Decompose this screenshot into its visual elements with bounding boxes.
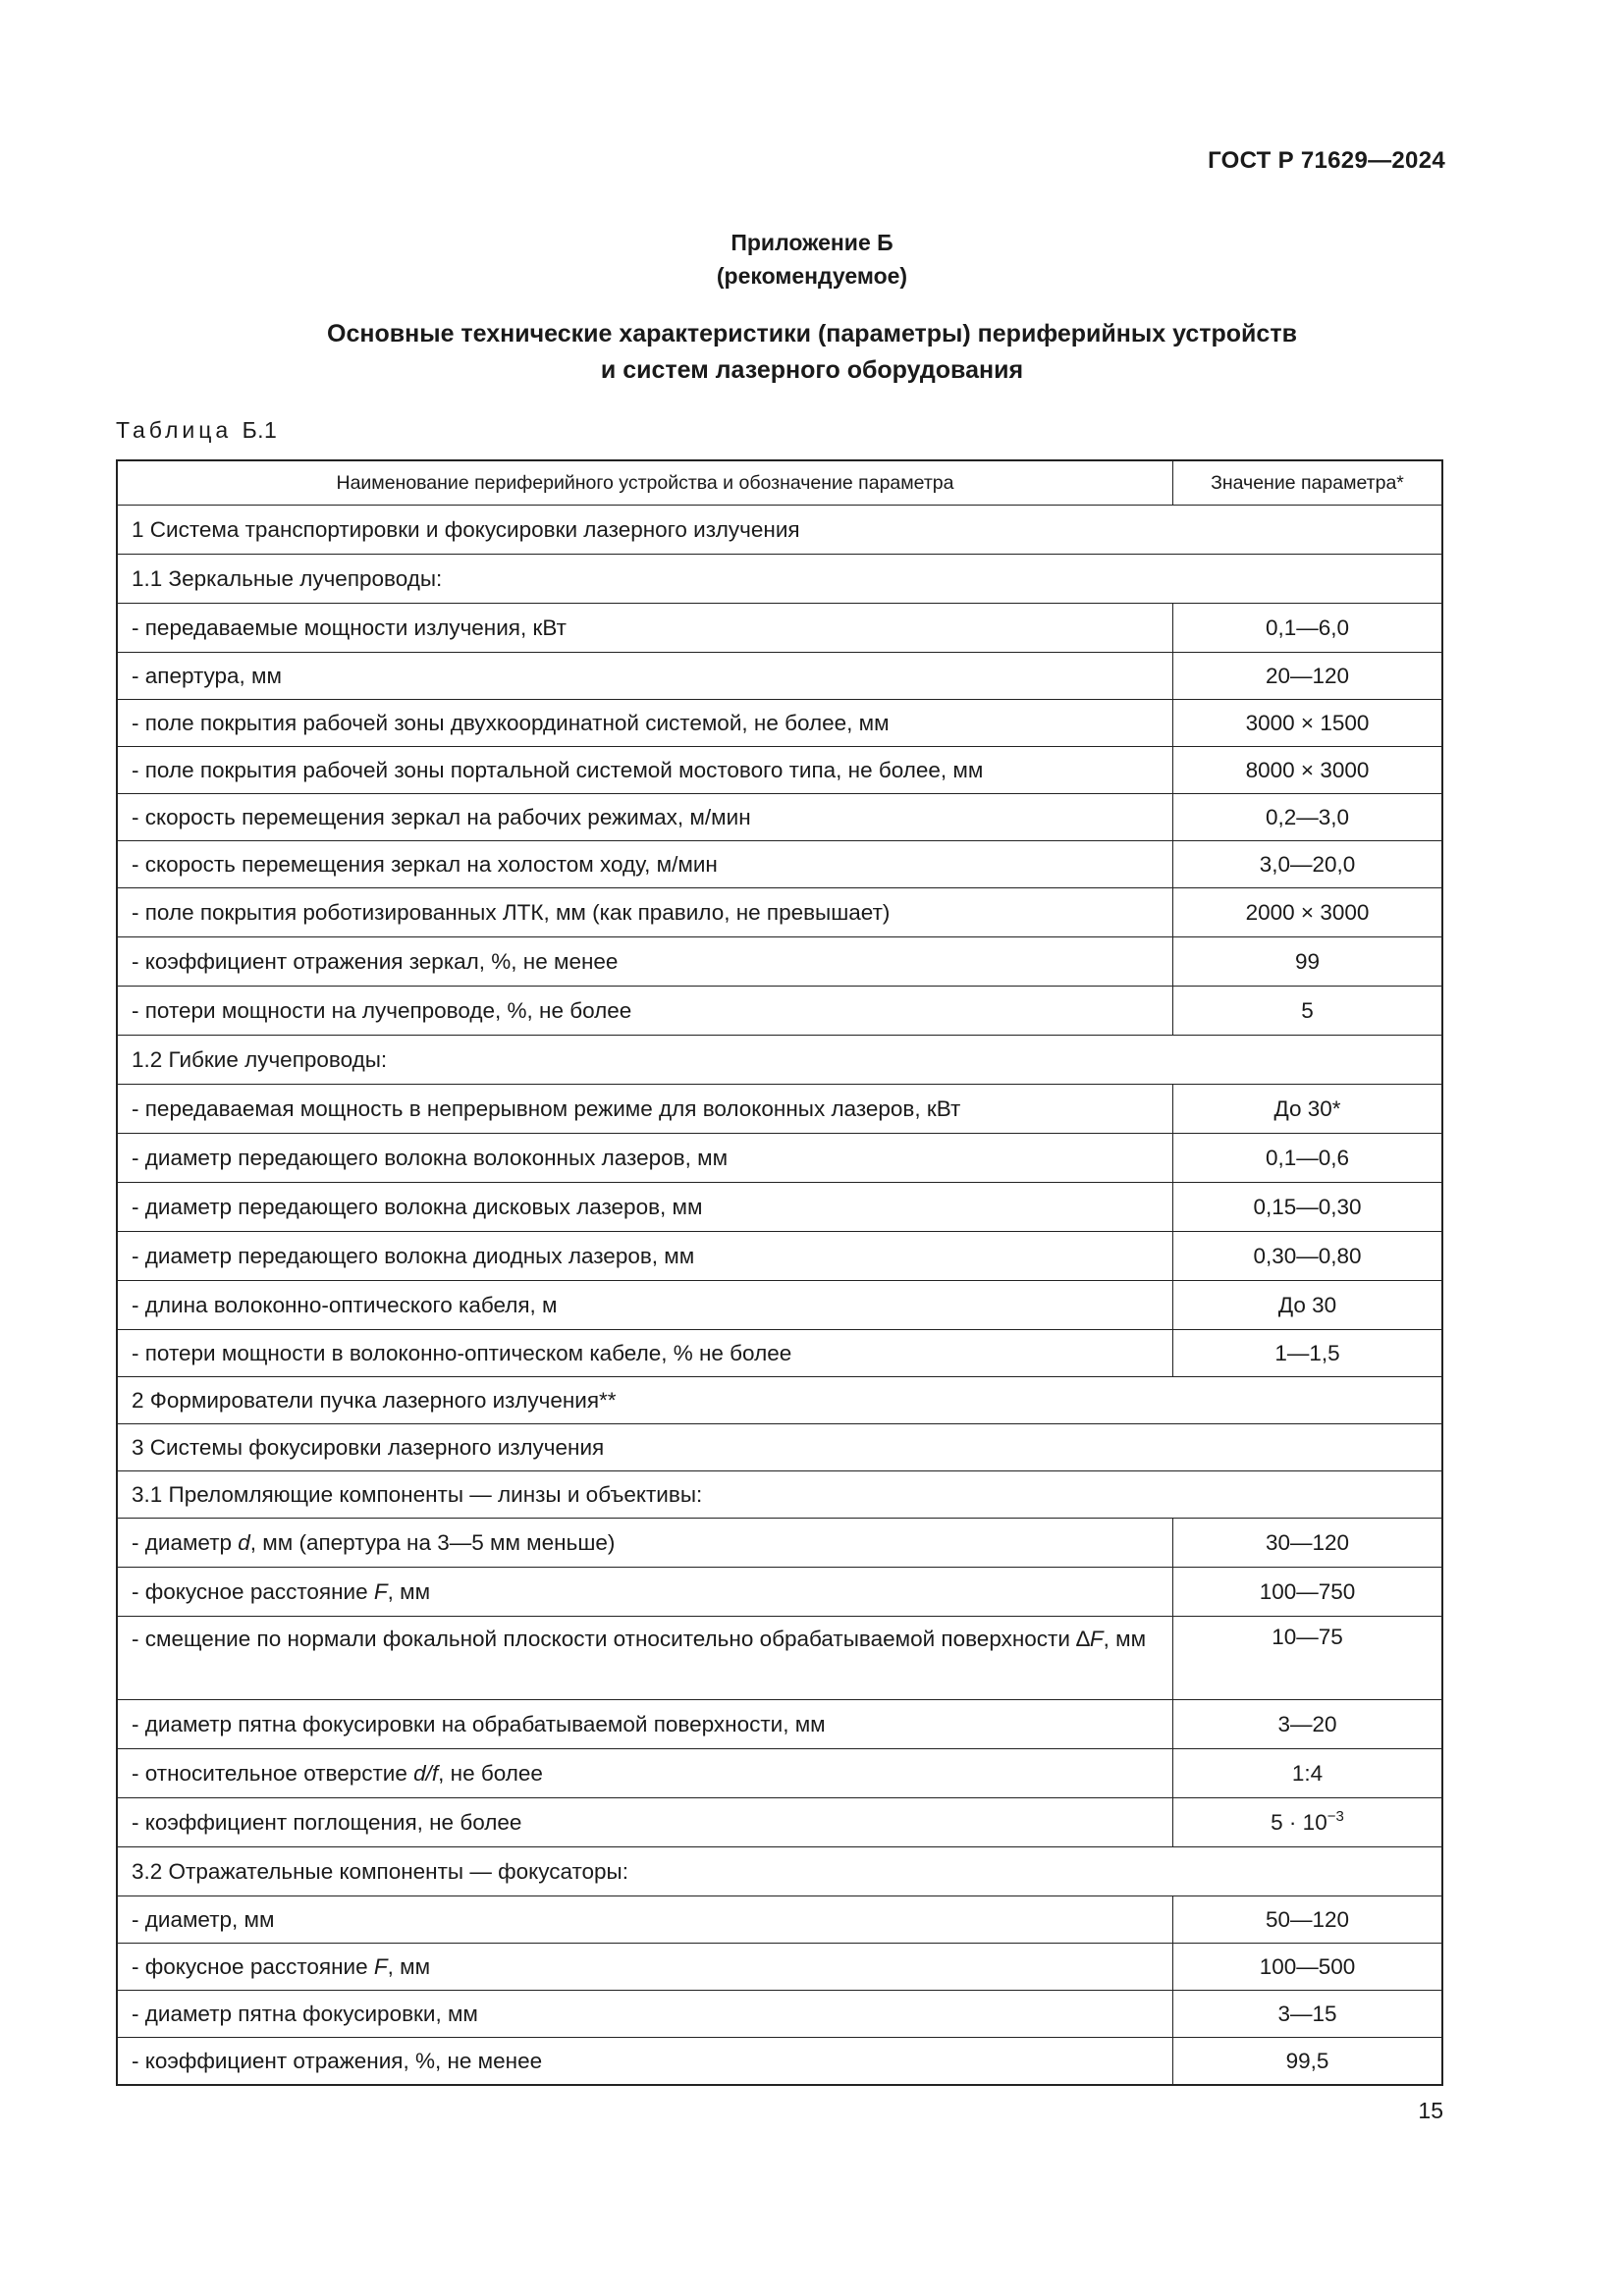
table-caption-number: Б.1 <box>242 417 278 443</box>
parameter-value: До 30 <box>1173 1281 1442 1330</box>
table-section-row <box>118 1036 1442 1085</box>
table-row <box>118 1944 1442 1991</box>
parameter-name: - передаваемая мощность в непрерывном режиме для волоконных лазеров, кВт <box>118 1085 1173 1134</box>
table-row <box>118 1749 1442 1798</box>
parameter-value: 0,2—3,0 <box>1173 794 1442 841</box>
parameter-name: - коэффициент отражения зеркал, %, не менее <box>118 937 1173 987</box>
table-section-row <box>118 1424 1442 1471</box>
table-row <box>118 987 1442 1036</box>
table-row <box>118 1232 1442 1281</box>
parameter-symbol: d/f <box>413 1760 439 1786</box>
parameter-name: - передаваемые мощности излучения, кВт <box>118 604 1173 653</box>
parameter-name: - поле покрытия рабочей зоны портальной системой мостового типа, не более, мм <box>118 747 1173 794</box>
parameter-name: - скорость перемещения зеркал на холостом ходу, м/мин <box>118 841 1173 888</box>
parameter-name <box>118 1568 1173 1617</box>
parameter-value: 30—120 <box>1173 1519 1442 1568</box>
parameter-symbol: F <box>1089 1627 1104 1651</box>
parameter-value: 3—20 <box>1173 1700 1442 1749</box>
parameter-name: - диаметр, мм <box>118 1896 1173 1944</box>
standard-code: ГОСТ Р 71629—2024 <box>1208 147 1445 174</box>
table-row <box>118 937 1442 987</box>
appendix-note: (рекомендуемое) <box>716 263 908 289</box>
parameter-value: 100—750 <box>1173 1568 1442 1617</box>
section-title: 1 Система транспортировки и фокусировки лазерного излучения <box>118 506 1442 555</box>
parameter-value: До 30* <box>1173 1085 1442 1134</box>
parameter-value: 99,5 <box>1173 2038 1442 2085</box>
parameter-name: - диаметр передающего волокна диодных лазеров, мм <box>118 1232 1173 1281</box>
table-row <box>118 1798 1442 1847</box>
parameter-value: 5 <box>1173 987 1442 1036</box>
parameter-name-text: , мм (апертура на 3—5 мм меньше) <box>249 1529 616 1555</box>
table-caption-word: Таблица <box>116 417 233 443</box>
table-caption <box>116 417 277 444</box>
parameter-name <box>118 1749 1173 1798</box>
parameter-symbol: F <box>373 1953 388 1979</box>
table-row <box>118 604 1442 653</box>
parameter-name <box>118 1617 1173 1700</box>
table-row <box>118 1568 1442 1617</box>
parameter-value: 3,0—20,0 <box>1173 841 1442 888</box>
parameter-name-text: - смещение по нормали фокальной плоскости относительно обрабатываемой поверхности ∆ <box>132 1627 1090 1651</box>
value-base: 5 · 10 <box>1271 1809 1327 1835</box>
parameter-value: 50—120 <box>1173 1896 1442 1944</box>
parameter-symbol: d <box>238 1529 250 1555</box>
parameter-name: - поле покрытия рабочей зоны двухкоординатной системой, не более, мм <box>118 700 1173 747</box>
table-row <box>118 1085 1442 1134</box>
table-row <box>118 1183 1442 1232</box>
parameter-name: - длина волоконно-оптического кабеля, м <box>118 1281 1173 1330</box>
table-row <box>118 841 1442 888</box>
page-number: 15 <box>1418 2098 1443 2123</box>
parameter-value: 10—75 <box>1173 1617 1442 1700</box>
section-title: 3 Системы фокусировки лазерного излучения <box>118 1424 1442 1471</box>
parameter-name-text: - фокусное расстояние <box>132 1953 374 1979</box>
parameter-name: - апертура, мм <box>118 653 1173 700</box>
table-row <box>118 653 1442 700</box>
table-header-row <box>118 461 1442 506</box>
table-row <box>118 1330 1442 1377</box>
table-row <box>118 1700 1442 1749</box>
parameter-value: 1:4 <box>1173 1749 1442 1798</box>
table-row <box>118 794 1442 841</box>
table-row <box>118 1519 1442 1568</box>
parameter-value: 3000 × 1500 <box>1173 700 1442 747</box>
appendix-title: Приложение Б <box>731 230 893 255</box>
section-title: 2 Формирователи пучка лазерного излучения** <box>118 1377 1442 1424</box>
parameter-value: 1—1,5 <box>1173 1330 1442 1377</box>
parameter-value: 100—500 <box>1173 1944 1442 1991</box>
appendix-heading <box>0 226 1624 293</box>
table-row <box>118 888 1442 937</box>
table-section-row <box>118 1471 1442 1519</box>
parameter-name: - диаметр передающего волокна дисковых лазеров, мм <box>118 1183 1173 1232</box>
section-title: 3.1 Преломляющие компоненты — линзы и объективы: <box>118 1471 1442 1519</box>
parameter-name-text: - диаметр <box>132 1529 239 1555</box>
parameter-name: - скорость перемещения зеркал на рабочих режимах, м/мин <box>118 794 1173 841</box>
parameter-name: - диаметр пятна фокусировки на обрабатываемой поверхности, мм <box>118 1700 1173 1749</box>
parameter-value: 2000 × 3000 <box>1173 888 1442 937</box>
section-title: 3.2 Отражательные компоненты — фокусаторы: <box>118 1847 1442 1896</box>
parameter-name-text: - относительное отверстие <box>132 1760 414 1786</box>
table-row <box>118 1991 1442 2038</box>
parameter-name-text: , мм <box>1103 1627 1147 1651</box>
document-title-line-1: Основные технические характеристики (параметры) периферийных устройств <box>327 320 1297 347</box>
table-section-row <box>118 506 1442 555</box>
table-row <box>118 747 1442 794</box>
parameter-name: - коэффициент поглощения, не более <box>118 1798 1173 1847</box>
parameter-name-text: - фокусное расстояние <box>132 1578 374 1604</box>
parameter-value: 0,1—6,0 <box>1173 604 1442 653</box>
parameter-name <box>118 1519 1173 1568</box>
parameter-value: 0,1—0,6 <box>1173 1134 1442 1183</box>
parameter-value <box>1173 1798 1442 1847</box>
section-title: 1.2 Гибкие лучепроводы: <box>118 1036 1442 1085</box>
table-row <box>118 1281 1442 1330</box>
parameter-value: 0,30—0,80 <box>1173 1232 1442 1281</box>
parameter-value: 0,15—0,30 <box>1173 1183 1442 1232</box>
parameter-value: 99 <box>1173 937 1442 987</box>
parameter-name: - диаметр пятна фокусировки, мм <box>118 1991 1173 2038</box>
document-title <box>0 316 1624 389</box>
column-header-name: Наименование периферийного устройства и обозначение параметра <box>118 461 1173 506</box>
parameter-name-text: , мм <box>387 1953 431 1979</box>
parameters-table <box>117 460 1442 2085</box>
parameter-name: - поле покрытия роботизированных ЛТК, мм (как правило, не превышает) <box>118 888 1173 937</box>
parameter-symbol: F <box>373 1578 388 1604</box>
section-title: 1.1 Зеркальные лучепроводы: <box>118 555 1442 604</box>
parameter-name-text: , не более <box>438 1760 543 1786</box>
table-row <box>118 2038 1442 2085</box>
parameter-value: 20—120 <box>1173 653 1442 700</box>
parameter-name-text: , мм <box>387 1578 431 1604</box>
value-exponent: −3 <box>1326 1807 1344 1825</box>
table-row <box>118 1896 1442 1944</box>
parameter-name: - коэффициент отражения, %, не менее <box>118 2038 1173 2085</box>
parameter-value: 3—15 <box>1173 1991 1442 2038</box>
parameter-name: - потери мощности на лучепроводе, %, не более <box>118 987 1173 1036</box>
table-row <box>118 1134 1442 1183</box>
parameter-name: - потери мощности в волоконно-оптическом кабеле, % не более <box>118 1330 1173 1377</box>
table-section-row <box>118 1377 1442 1424</box>
parameter-name <box>118 1944 1173 1991</box>
table-row <box>118 700 1442 747</box>
table-section-row <box>118 1847 1442 1896</box>
parameter-name: - диаметр передающего волокна волоконных лазеров, мм <box>118 1134 1173 1183</box>
document-title-line-2: и систем лазерного оборудования <box>600 356 1024 384</box>
table-row <box>118 1617 1442 1700</box>
parameter-value: 8000 × 3000 <box>1173 747 1442 794</box>
column-header-value: Значение параметра* <box>1173 461 1442 506</box>
table-section-row <box>118 555 1442 604</box>
